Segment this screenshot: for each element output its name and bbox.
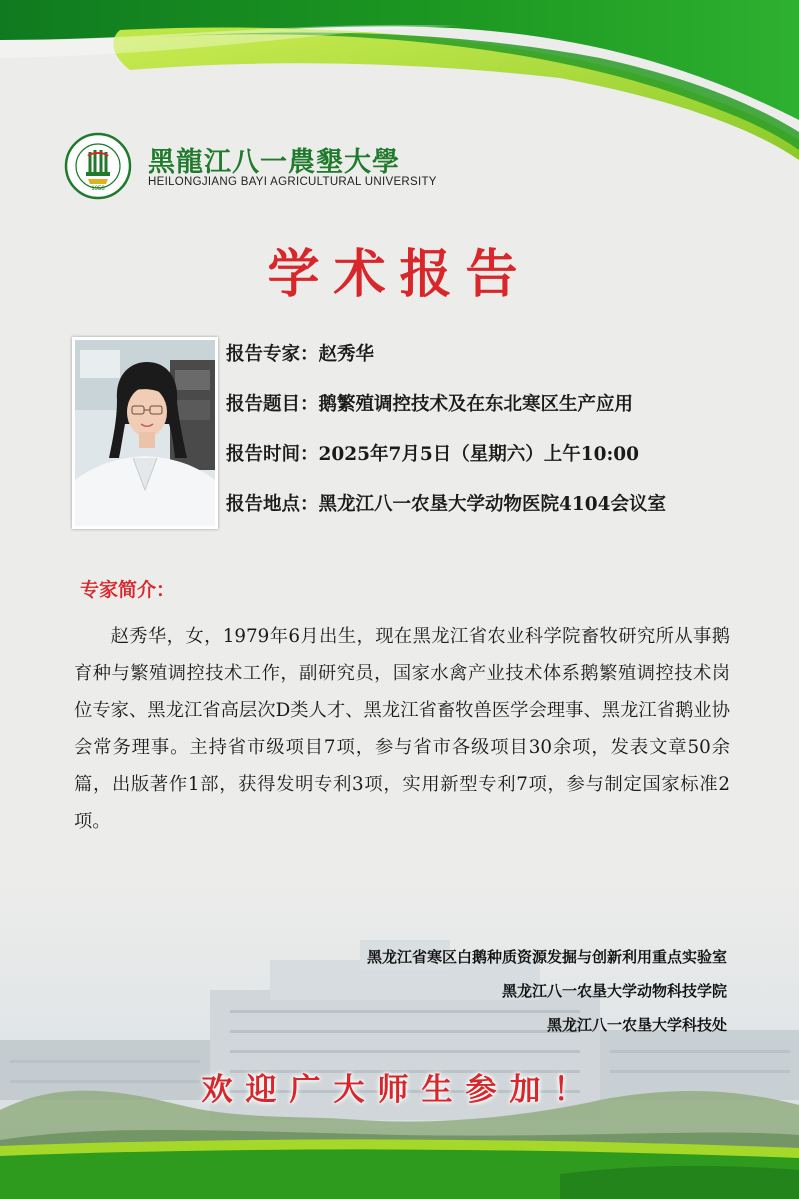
green-wave-footer xyxy=(0,1134,799,1199)
report-location: 报告地点：黑龙江八一农垦大学动物医院4104会议室 xyxy=(226,494,666,515)
report-time: 报告时间：2025年7月5日（星期六）上午10:00 xyxy=(226,444,640,465)
organizers xyxy=(367,940,727,1042)
university-name-english: HEILONGJIANG BAYI AGRICULTURAL UNIVERSITY xyxy=(148,176,437,188)
organizer-line: 黑龙江省寒区白鹅种质资源发掘与创新利用重点实验室 xyxy=(366,948,727,966)
organizer-line: 黑龙江八一农垦大学动物科技学院 xyxy=(501,982,727,1000)
bio-heading: 专家简介： xyxy=(80,579,176,601)
report-expert: 报告专家：赵秀华 xyxy=(226,344,375,365)
university-logo-icon xyxy=(64,132,132,200)
welcome-slogan: 欢迎广大师生参加！ xyxy=(201,1072,598,1108)
organizer-line: 黑龙江八一农垦大学科技处 xyxy=(546,1016,727,1034)
report-topic: 报告题目：鹅繁殖调控技术及在东北寒区生产应用 xyxy=(226,394,634,415)
report-info xyxy=(226,337,786,537)
university-name-chinese: 黑龍江八一農墾大學 xyxy=(148,147,400,178)
bio-text: 赵秀华，女，1979年6月出生，现在黑龙江省农业科学院畜牧研究所从事鹅育种与繁殖调控技术工作，副研究员，国家水禽产业技术体系鹅繁殖调控技术岗位专家、黑龙江省高层次D类人才、黑龙江省畜牧兽医学会理事、黑龙江省鹅业协会常务理事。主持省市级项目7项，参与省市各级项目30余项，发表文章50余篇，出版著作1部，获得发明专利3项，实用新型专利7项，参与制定国家标准2项。 xyxy=(74,626,730,832)
speaker-photo xyxy=(72,337,218,529)
poster-title: 学术报告 xyxy=(267,245,532,305)
logo-year: 1958 xyxy=(91,186,105,192)
